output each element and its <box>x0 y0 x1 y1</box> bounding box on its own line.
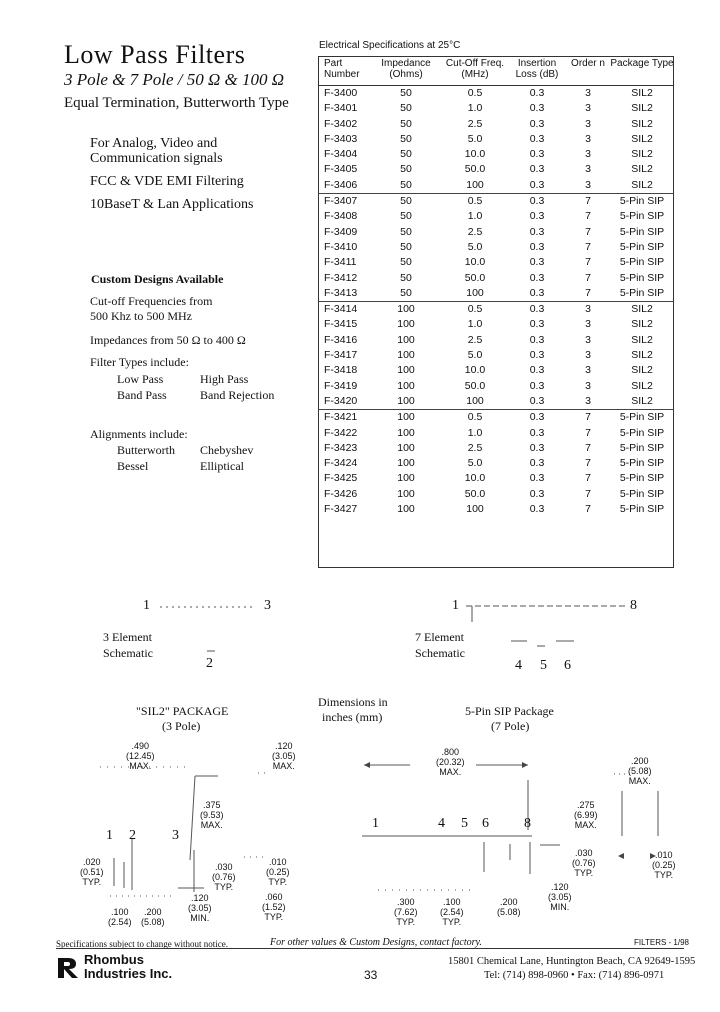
sil2-spacing2-dim: .200 (5.08) <box>141 907 165 927</box>
spec-cell: F-3423 <box>324 441 358 454</box>
schematic3-pin1: 1 <box>143 598 150 613</box>
disclaimer: Specifications subject to change without notice. <box>56 939 228 949</box>
spec-cell: 0.3 <box>508 302 566 318</box>
spec-cell: 1.0 <box>467 210 483 223</box>
header-part-number: Part Number <box>318 56 370 86</box>
spec-cell: F-3426 <box>324 487 358 500</box>
spec-cell: F-3422 <box>324 426 358 439</box>
spec-cell: 0.3 <box>508 194 566 210</box>
spec-cell: 100 <box>397 364 415 377</box>
page-subtitle-type: Equal Termination, Butterworth Type <box>64 95 289 111</box>
spec-cell: SIL2 <box>631 333 653 346</box>
spec-cell: SIL2 <box>631 163 653 176</box>
spec-cell: F-3400 <box>324 87 358 99</box>
sil2-pin-t-dim: .030 (0.76) TYP. <box>212 862 236 892</box>
spec-cell: 0.3 <box>529 102 545 115</box>
spec-cell: 5-Pin SIP <box>619 457 665 470</box>
header-impedance: Impedance (Ohms) <box>370 56 442 86</box>
header-insertion-loss: Insertion Loss (dB) <box>508 56 566 86</box>
spec-cell: F-3406 <box>324 178 358 191</box>
sil2-side <box>190 776 195 860</box>
spec-cell: 10.0 <box>464 472 486 485</box>
spec-cell: 0.3 <box>529 333 545 346</box>
schematic7-pin5: 5 <box>540 658 547 673</box>
spec-cell: 0.3 <box>529 286 545 299</box>
schematic7-pin8: 8 <box>630 598 637 613</box>
spec-cell: 3 <box>585 379 591 392</box>
company-name: Rhombus <box>84 952 144 967</box>
spec-cell: 3 <box>585 394 591 407</box>
spec-cell: F-3414 <box>318 302 370 318</box>
spec-cell: 3 <box>585 102 591 115</box>
page-number: 33 <box>364 968 378 982</box>
spec-cell: 0.3 <box>508 410 566 426</box>
spec-cell: 50 <box>400 240 412 253</box>
spec-cell: 100 <box>397 487 415 500</box>
custom-cutoff: Cut-off Frequencies from <box>90 294 213 308</box>
spec-cell: 7 <box>585 240 591 253</box>
schematic7-pin1: 1 <box>452 598 459 613</box>
sip-pin-label: 4 <box>438 816 445 831</box>
spec-cell: F-3416 <box>324 333 358 346</box>
sip-pin-label: 8 <box>524 816 531 831</box>
spec-cell: 3 <box>585 349 591 362</box>
sip-subtitle: (7 Pole) <box>491 719 530 733</box>
spec-cell: 50 <box>400 102 412 115</box>
alignments-label: Alignments include: <box>90 427 188 441</box>
alignment-item: Chebyshev <box>200 443 254 457</box>
spec-cell: 0.3 <box>529 132 545 145</box>
spec-cell: 7 <box>585 457 591 470</box>
sip-lead-len-dim: .120 (3.05) MIN. <box>548 882 572 912</box>
spec-cell: 50 <box>400 286 412 299</box>
spec-cell: 0.3 <box>529 457 545 470</box>
spec-cell: 7 <box>585 441 591 454</box>
spec-cell: 50 <box>370 194 442 210</box>
spec-cell: 0.3 <box>529 210 545 223</box>
spec-cell: F-3415 <box>324 318 358 331</box>
spec-cell: 7 <box>585 426 591 439</box>
sip-sp100-dim: .100 (2.54) TYP. <box>440 897 464 927</box>
spec-cell: 2.5 <box>467 225 483 238</box>
spec-cell: 10.0 <box>464 256 486 269</box>
feature-line: For Analog, Video and <box>90 136 218 151</box>
sip-title: 5-Pin SIP Package <box>465 704 554 718</box>
dims-title: Dimensions in <box>318 695 388 709</box>
spec-cell: SIL2 <box>631 349 653 362</box>
sil2-subtitle: (3 Pole) <box>162 719 201 733</box>
spec-cell: F-3411 <box>324 256 357 269</box>
sil2-lead-sp-dim: .060 (1.52) TYP. <box>262 892 286 922</box>
spec-cell: SIL2 <box>631 87 653 99</box>
spec-cell: F-3425 <box>324 472 358 485</box>
spec-cell: 100 <box>466 286 484 299</box>
spec-cell: 3 <box>585 364 591 377</box>
filter-types-label: Filter Types include: <box>90 355 189 369</box>
schematic7-label: Schematic <box>415 646 465 660</box>
spec-cell: 7 <box>585 225 591 238</box>
company-phone: Tel: (714) 898-0960 • Fax: (714) 896-0971 <box>484 970 665 981</box>
spec-cell: 100 <box>397 349 415 362</box>
spec-cell: 100 <box>397 441 415 454</box>
spec-cell: 0.3 <box>529 394 545 407</box>
spec-cell: SIL2 <box>631 379 653 392</box>
spec-cell: 2.5 <box>467 117 483 130</box>
spec-cell: 0.3 <box>529 349 545 362</box>
spec-cell: 3 <box>566 302 610 318</box>
spec-cell: 100 <box>466 503 484 516</box>
spec-cell: 0.3 <box>529 240 545 253</box>
spec-cell: F-3405 <box>324 163 358 176</box>
spec-cell: 50 <box>400 132 412 145</box>
spec-cell: F-3409 <box>324 225 358 238</box>
arrowhead <box>364 762 370 768</box>
spec-cell: 5-Pin SIP <box>619 210 665 223</box>
schematic3-label: Schematic <box>103 646 153 660</box>
spec-cell: 100 <box>397 318 415 331</box>
spec-cell: F-3408 <box>324 210 358 223</box>
arrowhead <box>522 762 528 768</box>
spec-cell: 100 <box>466 178 484 191</box>
spec-cell: 0.3 <box>529 163 545 176</box>
header-order: Order n <box>566 56 610 86</box>
spec-cell: 0.5 <box>442 194 508 210</box>
sil2-pin-label: 2 <box>129 828 136 843</box>
doc-code: FILTERS - 1/98 <box>634 938 689 947</box>
spec-cell: SIL2 <box>631 102 653 115</box>
arrowhead <box>618 853 624 859</box>
schematic7-label: 7 Element <box>415 630 464 644</box>
rhombus-logo-icon <box>56 954 80 980</box>
spec-cell: 0.3 <box>529 487 545 500</box>
sip-sp200-dim: .200 (5.08) <box>497 897 521 917</box>
sil2-title: "SIL2" PACKAGE <box>136 704 229 718</box>
custom-contact: For other values & Custom Designs, contact factory. <box>270 937 482 948</box>
spec-cell: 5-Pin SIP <box>619 256 665 269</box>
spec-cell: 3 <box>585 148 591 161</box>
spec-cell: 3 <box>585 87 591 99</box>
feature-line: 10BaseT & Lan Applications <box>90 197 254 212</box>
schematic7-pin4: 4 <box>515 658 522 673</box>
schematic3-label: 3 Element <box>103 630 152 644</box>
spec-cell: 100 <box>397 426 415 439</box>
spec-cell: 3 <box>585 132 591 145</box>
spec-cell: 7 <box>585 472 591 485</box>
sip-pin-label: 6 <box>482 816 489 831</box>
sip-sp300-dim: .300 (7.62) TYP. <box>394 897 418 927</box>
spec-cell: 5.0 <box>467 240 483 253</box>
page-title: Low Pass Filters <box>64 40 246 69</box>
feature-line: FCC & VDE EMI Filtering <box>90 174 244 189</box>
dims-subtitle: inches (mm) <box>322 710 383 724</box>
spec-cell: F-3401 <box>324 102 358 115</box>
spec-cell: 0.3 <box>529 426 545 439</box>
alignment-item: Bessel <box>117 459 149 473</box>
sil2-lead-t-dim: .010 (0.25) TYP. <box>266 857 290 887</box>
spec-cell: 50 <box>400 148 412 161</box>
custom-heading: Custom Designs Available <box>91 272 224 286</box>
sip-thick-dim: .200 (5.08) MAX. <box>628 756 652 786</box>
spec-cell: 100 <box>466 394 484 407</box>
spec-cell: 50 <box>400 163 412 176</box>
sil2-height-dim: .375 (9.53) MAX. <box>200 800 224 830</box>
spec-cell: 5-Pin SIP <box>619 271 665 284</box>
spec-cell: 0.3 <box>529 441 545 454</box>
spec-cell: F-3424 <box>324 457 358 470</box>
spec-cell: 7 <box>566 194 610 210</box>
spec-cell: 0.5 <box>442 302 508 318</box>
sil2-pin-w-dim: .020 (0.51) TYP. <box>80 857 104 887</box>
spec-cell: 50 <box>400 210 412 223</box>
spec-cell: F-3410 <box>324 240 358 253</box>
spec-cell: 7 <box>585 286 591 299</box>
spec-cell: 3 <box>585 318 591 331</box>
spec-cell: 7 <box>585 487 591 500</box>
spec-cell: 7 <box>585 271 591 284</box>
spec-cell: 3 <box>585 163 591 176</box>
spec-cell: 5.0 <box>467 132 483 145</box>
sil2-spacing1-dim: .100 (2.54) <box>108 907 132 927</box>
spec-cell: 1.0 <box>467 102 483 115</box>
spec-cell: F-3427 <box>324 503 358 516</box>
alignment-item: Elliptical <box>200 459 244 473</box>
spec-cell: 0.3 <box>529 225 545 238</box>
sil2-lead-len-dim: .120 (3.05) MIN. <box>188 893 212 923</box>
sip-pin-label: 1 <box>372 816 379 831</box>
filter-type-item: Band Pass <box>117 388 167 402</box>
spec-cell: F-3403 <box>324 132 358 145</box>
spec-cell: 0.3 <box>529 256 545 269</box>
header-package: Package Type <box>610 56 674 86</box>
spec-cell: 50.0 <box>464 379 486 392</box>
spec-cell: 7 <box>566 410 610 426</box>
spec-cell: 0.3 <box>529 503 545 516</box>
spec-cell: 1.0 <box>467 426 483 439</box>
spec-cell: 0.3 <box>529 271 545 284</box>
spec-cell: 3 <box>585 117 591 130</box>
spec-cell: F-3418 <box>324 364 358 377</box>
spec-cell: 100 <box>397 457 415 470</box>
custom-cutoff-range: 500 Khz to 500 MHz <box>90 309 192 323</box>
filter-type-item: Low Pass <box>117 372 164 386</box>
spec-cell: F-3412 <box>324 271 358 284</box>
company-address: 15801 Chemical Lane, Huntington Beach, CA 92649-1595 <box>448 956 696 967</box>
spec-cell: F-3417 <box>324 349 358 362</box>
sil2-thick-dim: .120 (3.05) MAX. <box>272 741 296 771</box>
spec-cell: 5-Pin SIP <box>610 410 674 426</box>
spec-cell: SIL2 <box>631 364 653 377</box>
schematic7-pin6: 6 <box>564 658 571 673</box>
spec-cell: 0.5 <box>442 410 508 426</box>
spec-cell: F-3407 <box>318 194 370 210</box>
spec-cell: 50 <box>400 256 412 269</box>
spec-cell: 0.3 <box>529 148 545 161</box>
header-cutoff: Cut-Off Freq. (MHz) <box>442 56 508 86</box>
spec-cell: F-3404 <box>324 148 358 161</box>
sip-pin-label: 5 <box>461 816 468 831</box>
spec-cell: F-3419 <box>324 379 358 392</box>
feature-line: Communication signals <box>90 151 223 166</box>
spec-cell: 0.3 <box>529 318 545 331</box>
spec-cell: 50.0 <box>464 271 486 284</box>
spec-cell: 50.0 <box>464 163 486 176</box>
spec-cell: 50.0 <box>464 487 486 500</box>
filter-type-item: High Pass <box>200 372 249 386</box>
spec-cell: 0.3 <box>529 472 545 485</box>
spec-cell: F-3421 <box>318 410 370 426</box>
spec-cell: 0.3 <box>529 178 545 191</box>
spec-cell: SIL2 <box>631 178 653 191</box>
spec-cell: 0.3 <box>529 364 545 377</box>
sip-pin-t-dim: .030 (0.76) TYP. <box>572 848 596 878</box>
spec-cell: 100 <box>370 410 442 426</box>
schematic3-pin3: 3 <box>264 598 271 613</box>
filter-type-item: Band Rejection <box>200 388 275 402</box>
spec-cell: SIL2 <box>610 302 674 318</box>
spec-cell: F-3413 <box>324 286 358 299</box>
spec-cell: 5.0 <box>467 349 483 362</box>
spec-cell: 100 <box>397 503 415 516</box>
custom-impedances: Impedances from 50 Ω to 400 Ω <box>90 333 246 347</box>
spec-cell: 2.5 <box>467 333 483 346</box>
page-subtitle: 3 Pole & 7 Pole / 50 Ω & 100 Ω <box>64 70 285 89</box>
spec-cell: 0.3 <box>529 87 545 99</box>
spec-cell: SIL2 <box>631 318 653 331</box>
spec-cell: 5-Pin SIP <box>619 426 665 439</box>
spec-cell: 5-Pin SIP <box>619 225 665 238</box>
spec-cell: 50 <box>400 271 412 284</box>
spec-cell: 7 <box>585 210 591 223</box>
sil2-pin-label: 3 <box>172 828 179 843</box>
spec-cell: 0.3 <box>529 117 545 130</box>
alignment-item: Butterworth <box>117 443 175 457</box>
spec-cell: 100 <box>397 333 415 346</box>
spec-cell: SIL2 <box>631 148 653 161</box>
spec-cell: 10.0 <box>464 148 486 161</box>
spec-table-title: Electrical Specifications at 25°C <box>319 40 461 51</box>
spec-cell: 5-Pin SIP <box>610 194 674 210</box>
spec-cell: 5-Pin SIP <box>619 441 665 454</box>
spec-cell: F-3420 <box>324 394 358 407</box>
spec-cell: 0.5 <box>467 87 483 99</box>
sip-lead-t-dim: .010 (0.25) TYP. <box>652 850 676 880</box>
spec-cell: 5-Pin SIP <box>619 472 665 485</box>
spec-cell: 50 <box>400 225 412 238</box>
schematic3-pin2: 2 <box>206 656 213 671</box>
spec-cell: F-3402 <box>324 117 358 130</box>
spec-cell: 7 <box>585 503 591 516</box>
spec-cell: SIL2 <box>631 117 653 130</box>
spec-cell: 10.0 <box>464 364 486 377</box>
spec-cell: 3 <box>585 178 591 191</box>
spec-cell: 2.5 <box>467 441 483 454</box>
spec-cell: SIL2 <box>631 132 653 145</box>
spec-cell: 7 <box>585 256 591 269</box>
company-name-2: Industries Inc. <box>84 966 173 981</box>
spec-cell: 5.0 <box>467 457 483 470</box>
spec-cell: 100 <box>397 379 415 392</box>
sil2-len-dim: .490 (12.45) MAX. <box>126 741 155 771</box>
spec-cell: 5-Pin SIP <box>619 240 665 253</box>
spec-cell: 50 <box>400 117 412 130</box>
spec-cell: 1.0 <box>467 318 483 331</box>
sip-len-dim: .800 (20.32) MAX. <box>436 747 465 777</box>
spec-cell: 50 <box>400 178 412 191</box>
spec-cell: 100 <box>370 302 442 318</box>
sip-height-dim: .275 (6.99) MAX. <box>574 800 598 830</box>
spec-cell: 100 <box>397 472 415 485</box>
sil2-pin-label: 1 <box>106 828 113 843</box>
spec-cell: 100 <box>397 394 415 407</box>
spec-cell: 5-Pin SIP <box>619 487 665 500</box>
spec-cell: 50 <box>400 87 412 99</box>
footer-divider <box>56 948 684 949</box>
spec-cell: SIL2 <box>631 394 653 407</box>
spec-cell: 3 <box>585 333 591 346</box>
spec-cell: 5-Pin SIP <box>619 286 665 299</box>
spec-cell: 0.3 <box>529 379 545 392</box>
spec-cell: 5-Pin SIP <box>619 503 665 516</box>
